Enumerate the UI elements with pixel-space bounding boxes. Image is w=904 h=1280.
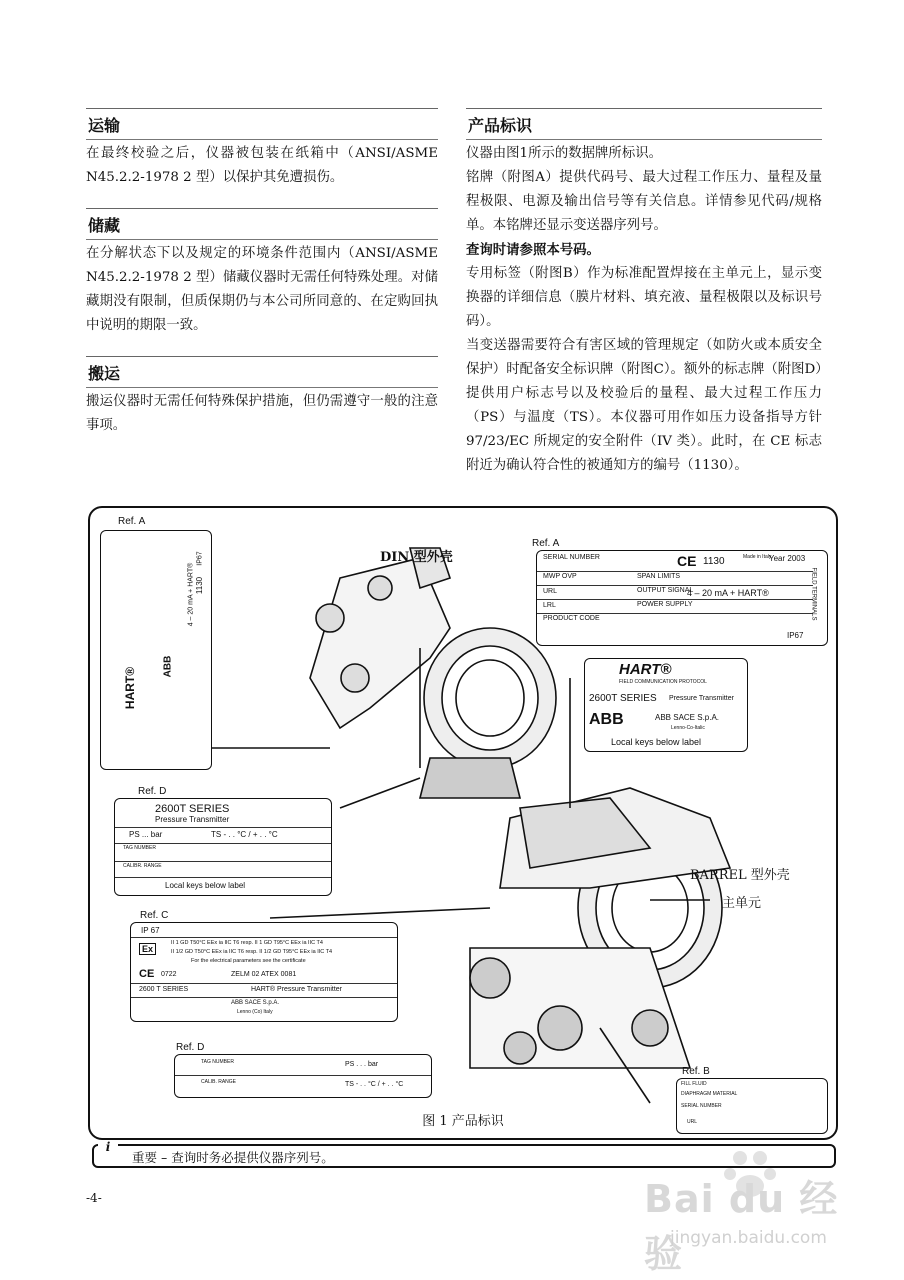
plate-output-signal: 4 – 20 mA + HART®: [687, 588, 769, 598]
info-icon: i: [98, 1140, 118, 1154]
ref-c-label: Ref. C: [140, 910, 169, 921]
plate-line1: II 1 GD T50°C EEx ia IIC T6 resp. II 1 GD T95°C EEx ia IIC T4: [171, 940, 323, 946]
product-id-figure: [88, 506, 838, 1140]
plate-field-terminals: FIELD TERMINALS: [810, 567, 817, 621]
din-label: DIN 型外壳: [380, 550, 453, 565]
plate-span: SPAN LIMITS: [637, 573, 681, 580]
section-storage: [86, 208, 438, 338]
plate-product: PRODUCT CODE: [543, 615, 600, 622]
abb-logo: ABB: [589, 711, 624, 728]
plate-ip67: IP67: [787, 631, 804, 640]
plate-tag: TAG NUMBER: [123, 845, 156, 851]
left-column: [86, 108, 438, 456]
plate-a-rotated: [100, 530, 212, 770]
section-title: 产品标识: [466, 108, 822, 140]
ref-a2-label: Ref. A: [532, 538, 560, 549]
section-title: 储藏: [86, 208, 438, 240]
plate-calib: CALIBR. RANGE: [123, 863, 162, 869]
plate-serial: SERIAL NUMBER: [543, 554, 600, 561]
plate-made: Made in Italy: [743, 554, 772, 560]
plate-ip: IP67: [196, 551, 204, 566]
paragraph: 仪器由图1所示的数据牌所标识。: [466, 146, 662, 161]
plate-ts: TS - . . °C / + . . °C: [211, 830, 278, 839]
plate-ts: TS - . . °C / + . . °C: [345, 1081, 404, 1088]
section-body: [86, 142, 438, 190]
paragraph-bold: 查询时请参照本号码。: [466, 242, 600, 258]
plate-ce-number: 0722: [161, 971, 177, 978]
page-number: -4-: [86, 1191, 102, 1205]
plate-a-lower: [584, 658, 748, 752]
plate-tag: TAG NUMBER: [201, 1059, 234, 1065]
main-unit-label: 主单元: [722, 896, 762, 911]
ref-b-label: Ref. B: [682, 1066, 710, 1077]
section-product-id: [466, 108, 822, 478]
plate-series: 2600T SERIES: [155, 803, 230, 815]
plate-ps: PS . . . bar: [345, 1061, 379, 1068]
section-transport: [86, 108, 438, 190]
ref-a-label: Ref. A: [118, 516, 146, 527]
section-body: [466, 142, 822, 478]
plate-url: URL: [687, 1119, 698, 1125]
plate-a: [536, 550, 828, 646]
plate-d-top: [114, 798, 332, 896]
plate-hart: HART® Pressure Transmitter: [251, 986, 342, 993]
plate-ce-number: 1130: [703, 556, 725, 567]
ref-d-label: Ref. D: [138, 786, 167, 797]
plate-abb-sace: ABB SACE S.p.A.: [655, 713, 720, 722]
ref-d2-label: Ref. D: [176, 1042, 205, 1053]
plate-abb: ABB SACE S.p.A.: [231, 1000, 280, 1006]
plate-ce-num: 1130: [195, 576, 205, 595]
paragraph: 当变送器需要符合有害区域的管理规定（如防火或本质安全保护）时配备安全标识牌（附图C）。额外的标志牌（附图D）提供用户标志号以及校验后的量程、最大过程工作压力（PS）与温度（TS）。本仪器可用作如压力设备指导方针 97/23/EC 所规定的安全附件（IV 类）。此时，在 CE 标志附近为确认符合性的被通知方的编号（1130）。: [466, 338, 822, 473]
plate-calib: CALIB. RANGE: [201, 1079, 237, 1085]
section-title: 搬运: [86, 356, 438, 388]
hart-logo: HART®: [619, 661, 672, 678]
ex-mark: Ex: [139, 943, 156, 955]
abb-logo: ABB: [162, 655, 174, 678]
plate-diaphragm: DIAPHRAGM MATERIAL: [681, 1091, 738, 1097]
paragraph: 铭牌（附图A）提供代码号、最大过程工作压力、量程及量程极限、电源及输出信号等有关信息。详情参见代码/规格单。本铭牌还显示变送器序列号。: [466, 170, 822, 233]
watermark-main: Bai du 经验: [644, 1177, 839, 1276]
watermark: [640, 1150, 860, 1276]
paragraph: 在最终校验之后，仪器被包装在纸箱中（ANSI/ASME N45.2.2-1978 2 型）以保护其免遭损伤。: [86, 146, 438, 185]
plate-power: POWER SUPPLY: [637, 601, 693, 608]
plate-serial: SERIAL NUMBER: [681, 1103, 722, 1109]
plate-ip: IP 67: [141, 926, 160, 935]
hart-logo: HART®: [123, 666, 138, 710]
plate-series: 2600T SERIES: [589, 693, 657, 704]
ce-mark: CE: [677, 553, 697, 569]
plate-fill: FILL FLUID: [681, 1081, 707, 1087]
note-text: 重要 – 查询时务必提供仪器序列号。: [132, 1150, 334, 1165]
section-handling: [86, 356, 438, 438]
plate-lenno: Lenno (Co) Italy: [237, 1009, 273, 1015]
plate-url: URL: [543, 588, 558, 595]
paragraph: 搬运仪器时无需任何特殊保护措施，但仍需遵守一般的注意事项。: [86, 394, 438, 433]
plate-series: 2600 T SERIES: [139, 986, 189, 993]
section-title: 运输: [86, 108, 438, 140]
plate-line2: II 1/2 GD T50°C EEx ia IIC T6 resp. II 1/2 GD T95°C EEx ia IIC T4: [171, 949, 333, 955]
plate-series-sub: Pressure Transmitter: [669, 695, 734, 702]
plate-output: OUTPUT SIGNAL: [637, 587, 694, 594]
plate-signal: 4 – 20 mA + HART®: [187, 562, 195, 627]
plate-d-bottom: [174, 1054, 432, 1098]
section-body: [86, 242, 438, 338]
plate-c: [130, 922, 398, 1022]
plate-zelm: ZELM 02 ATEX 0081: [231, 971, 297, 978]
paragraph: 专用标签（附图B）作为标准配置焊接在主单元上，显示变换器的详细信息（膜片材料、填充液、量程极限以及标识号码）。: [466, 266, 822, 329]
watermark-url: jingyan.baidu.com: [670, 1228, 827, 1248]
plate-year: Year 2003: [769, 554, 806, 563]
barrel-label: BARREL 型外壳: [690, 868, 790, 883]
hart-sub: FIELD COMMUNICATION PROTOCOL: [619, 679, 707, 685]
plate-series-sub: Pressure Transmitter: [155, 815, 230, 824]
plate-line3: For the electrical parameters see the certificate: [191, 958, 306, 964]
figure-caption: 图 1 产品标识: [422, 1114, 504, 1129]
plate-ps: PS ... bar: [129, 830, 163, 839]
plate-mwp: MWP OVP: [543, 573, 577, 580]
plate-local-keys: Local keys below label: [165, 881, 246, 890]
plate-lenno: Lenno-Co-Italic: [671, 725, 705, 731]
ce-mark: CE: [139, 968, 155, 980]
paragraph: 在分解状态下以及规定的环境条件范围内（ANSI/ASME N45.2.2-1978 2 型）储藏仪器时无需任何特殊处理。对储藏期没有限制，但质保期仍与本公司所同意的、在定购回执中说明的期限一致。: [86, 246, 438, 333]
right-column: [466, 108, 822, 496]
plate-lrl: LRL: [543, 602, 556, 609]
plate-local-keys: Local keys below label: [611, 737, 702, 747]
section-body: [86, 390, 438, 438]
